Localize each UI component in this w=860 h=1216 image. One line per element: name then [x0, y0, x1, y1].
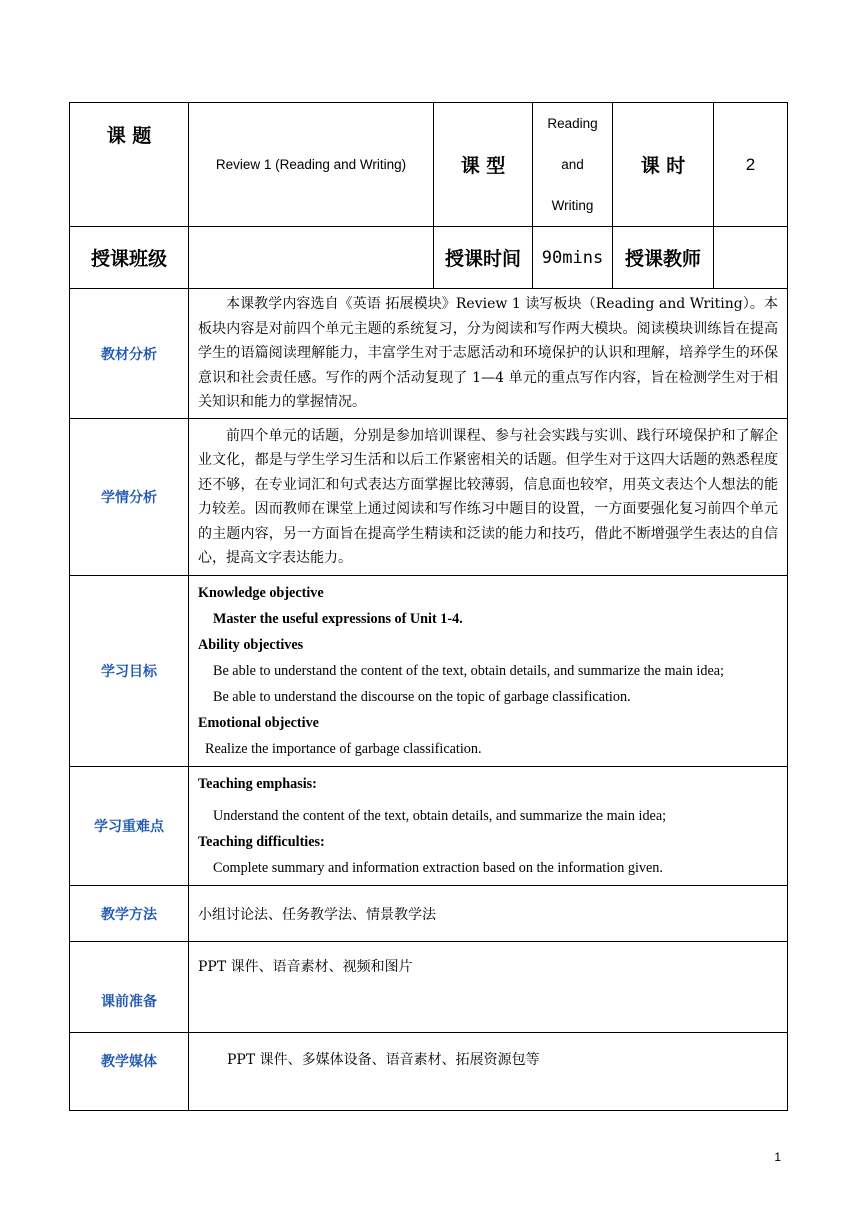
difficulties-item: Complete summary and information extraction based on the information given.	[213, 860, 663, 876]
objectives-content	[189, 576, 788, 767]
type-label: 课 型	[434, 103, 533, 227]
period-value: 2	[714, 103, 788, 227]
preparation-text: PPT 课件、语音素材、视频和图片	[189, 942, 788, 1033]
lesson-plan-table	[69, 102, 788, 1111]
emotional-heading: Emotional objective	[198, 715, 319, 731]
type-value	[533, 103, 613, 227]
type-value-line-1: Reading	[547, 116, 598, 131]
methods-text: 小组讨论法、任务教学法、情景教学法	[189, 886, 788, 942]
objectives-label: 学习目标	[70, 576, 189, 767]
page-number: 1	[774, 1150, 781, 1164]
objectives-row	[70, 576, 788, 767]
type-value-line-2: and	[561, 157, 584, 172]
media-row	[70, 1033, 788, 1111]
period-label: 课 时	[613, 103, 714, 227]
ability-heading: Ability objectives	[198, 637, 304, 653]
media-text: PPT 课件、多媒体设备、语音素材、拓展资源包等	[189, 1033, 788, 1111]
students-text: 前四个单元的话题，分别是参加培训课程、参与社会实践与实训、践行环境保护和了解企业文化，都是与学生学习生活和以后工作紧密相关的话题。但学生对于这四大话题的熟悉程度还不够，在专业词汇和句式表达方面掌握比较薄弱，信息面也较窄，用英文表达个人想法的能力较差。因而教师在课堂上通过阅读和写作练习中题目的设置，一方面要强化复习前四个单元的主题内容，另一方面旨在提高学生精读和泛读的能力和技巧，借此不断增强学生表达的自信心，提高文字表达能力。	[189, 419, 788, 576]
header-row-2	[70, 227, 788, 289]
students-row	[70, 419, 788, 576]
difficulties-heading: Teaching difficulties:	[198, 834, 325, 850]
ability-item-2: Be able to understand the discourse on the topic of garbage classification.	[213, 689, 631, 705]
teacher-label: 授课教师	[613, 227, 714, 289]
material-text: 本课教学内容选自《英语 拓展模块》Review 1 读写板块（Reading and Writing）。本板块内容是对前四个单元主题的系统复习，分为阅读和写作两大模块。阅读模块训练旨在提高学生的语篇阅读理解能力，丰富学生对于志愿活动和环境保护的认识和理解，培养学生的环保意识和社会责任感。写作的两个活动复现了 1—4 单元的重点写作内容，旨在检测学生对于相关知识和能力的掌握情况。	[189, 289, 788, 419]
topic-label: 课 题	[70, 103, 189, 227]
preparation-label: 课前准备	[70, 942, 189, 1033]
emphasis-heading: Teaching emphasis:	[198, 776, 317, 792]
time-label: 授课时间	[434, 227, 533, 289]
header-row-1	[70, 103, 788, 227]
emotional-item: Realize the importance of garbage classification.	[205, 741, 482, 757]
teacher-value	[714, 227, 788, 289]
students-label: 学情分析	[70, 419, 189, 576]
material-label: 教材分析	[70, 289, 189, 419]
material-row	[70, 289, 788, 419]
type-value-line-3: Writing	[551, 198, 594, 213]
preparation-row	[70, 942, 788, 1033]
methods-row	[70, 886, 788, 942]
methods-label: 教学方法	[70, 886, 189, 942]
time-value: 90mins	[533, 227, 613, 289]
focus-content	[189, 767, 788, 886]
knowledge-item: Master the useful expressions of Unit 1-4.	[213, 611, 463, 627]
focus-row	[70, 767, 788, 886]
class-label: 授课班级	[70, 227, 189, 289]
ability-item-1: Be able to understand the content of the text, obtain details, and summarize the main idea;	[213, 663, 724, 679]
emphasis-item: Understand the content of the text, obtain details, and summarize the main idea;	[213, 808, 667, 824]
media-label: 教学媒体	[70, 1033, 189, 1111]
focus-label: 学习重难点	[70, 767, 189, 886]
class-value	[189, 227, 434, 289]
knowledge-heading: Knowledge objective	[198, 585, 324, 601]
topic-value: Review 1 (Reading and Writing)	[189, 103, 434, 227]
